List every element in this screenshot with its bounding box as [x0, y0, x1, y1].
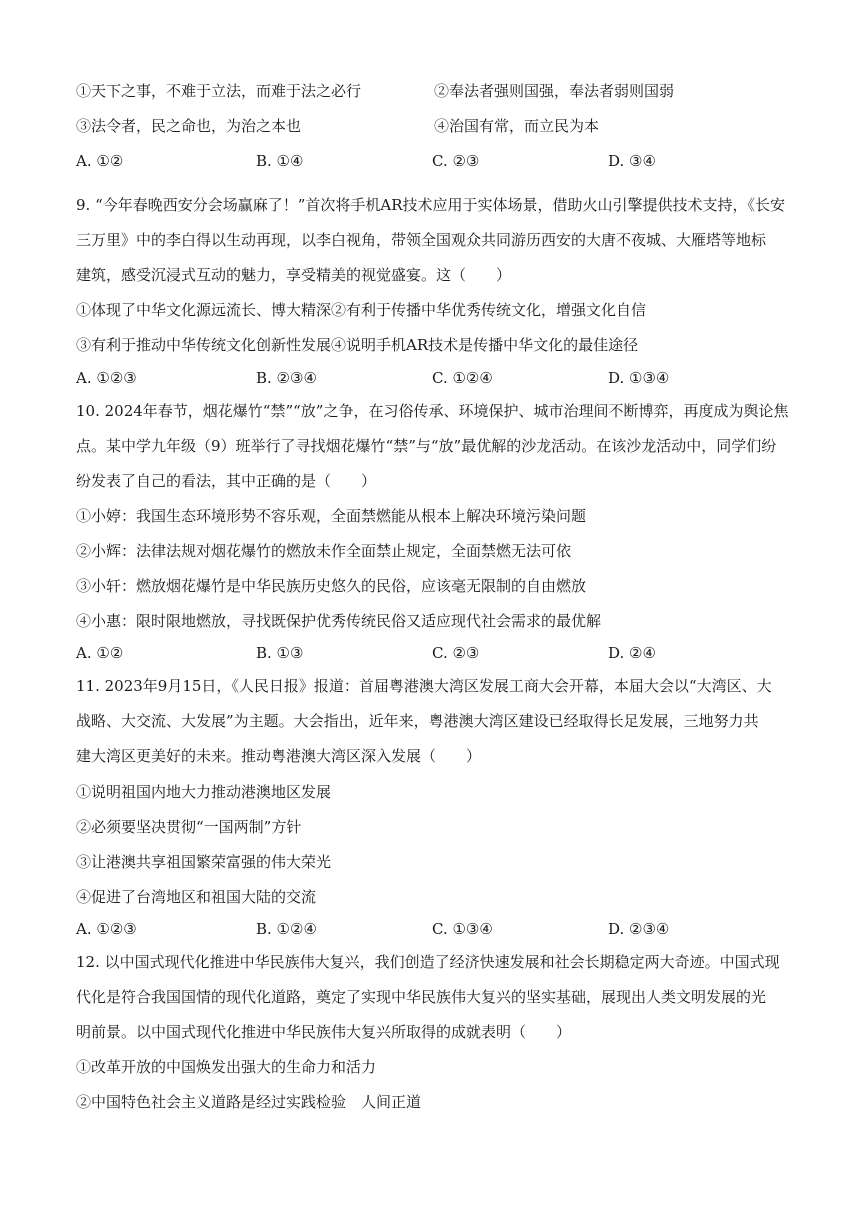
q9-items-line-1: ①体现了中华文化源远流长、博大精深②有利于传播中华优秀传统文化，增强文化自信: [76, 301, 647, 319]
q12-stem-line-2: 代化是符合我国国情的现代化道路，奠定了实现中华民族伟大复兴的坚实基础，展现出人类文明发展的光: [76, 988, 767, 1006]
q12-stem-line-1: 12. 以中国式现代化推进中华民族伟大复兴，我们创造了经济快速发展和社会长期稳定两大奇迹。中国式现: [76, 953, 780, 971]
q8-item-2: ②奉法者强则国强，奉法者弱则国弱: [434, 82, 675, 100]
q9-option-b: B. ②③④: [256, 369, 317, 387]
q10-option-c: C. ②③: [432, 644, 480, 662]
q9-option-d: D. ①③④: [608, 369, 670, 387]
q11-item-4: ④促进了台湾地区和祖国大陆的交流: [76, 888, 317, 906]
q9-option-a: A. ①②③: [76, 369, 137, 387]
q8-item-3: ③法令者，民之命也，为治之本也: [76, 117, 302, 135]
q8-item-4: ④治国有常，而立民为本: [434, 117, 600, 135]
q11-option-c: C. ①③④: [432, 920, 493, 938]
q8-option-c: C. ②③: [432, 152, 480, 170]
q11-option-b: B. ①②④: [256, 920, 317, 938]
q10-stem-line-2: 点。某中学九年级（9）班举行了寻找烟花爆竹“禁”与“放”最优解的沙龙活动。在该沙龙活动中，同学们纷: [76, 437, 777, 455]
q8-item-1: ①天下之事，不难于立法，而难于法之必行: [76, 82, 362, 100]
q10-stem-line-3: 纷发表了自己的看法，其中正确的是（ ）: [76, 472, 377, 490]
q12-item-1: ①改革开放的中国焕发出强大的生命力和活力: [76, 1058, 377, 1076]
q10-item-1: ①小婷：我国生态环境形势不容乐观，全面禁燃能从根本上解决环境污染问题: [76, 507, 587, 525]
q11-item-3: ③让港澳共享祖国繁荣富强的伟大荣光: [76, 853, 332, 871]
q10-item-3: ③小轩：燃放烟花爆竹是中华民族历史悠久的民俗，应该毫无限制的自由燃放: [76, 577, 587, 595]
q11-stem-line-2: 战略、大交流、大发展”为主题。大会指出，近年来，粤港澳大湾区建设已经取得长足发展，三地努力共: [76, 712, 759, 730]
q10-option-d: D. ②④: [608, 644, 656, 662]
q11-option-a: A. ①②③: [76, 920, 137, 938]
q9-stem-line-1: 9. “今年春晚西安分会场赢麻了！”首次将手机AR技术应用于实体场景，借助火山引擎提供技术支持，《长安: [76, 196, 786, 214]
q8-option-d: D. ③④: [608, 152, 656, 170]
q10-item-4: ④小惠：限时限地燃放，寻找既保护优秀传统民俗又适应现代社会需求的最优解: [76, 612, 602, 630]
q11-item-2: ②必须要坚决贯彻“一国两制”方针: [76, 818, 302, 836]
q9-option-c: C. ①②④: [432, 369, 493, 387]
q9-items-line-2: ③有利于推动中华传统文化创新性发展④说明手机AR技术是传播中华文化的最佳途径: [76, 336, 639, 354]
q9-stem-line-3: 建筑，感受沉浸式互动的魅力，享受精美的视觉盛宴。这（ ）: [76, 266, 512, 284]
q10-stem-line-1: 10. 2024年春节，烟花爆竹“禁”“放”之争，在习俗传承、环境保护、城市治理间不断博弈，再度成为舆论焦: [76, 402, 789, 420]
q10-option-a: A. ①②: [76, 644, 124, 662]
q8-option-a: A. ①②: [76, 152, 124, 170]
q11-option-d: D. ②③④: [608, 920, 670, 938]
q12-item-2: ②中国特色社会主义道路是经过实践检验 人间正道: [76, 1093, 422, 1111]
q10-item-2: ②小辉：法律法规对烟花爆竹的燃放未作全面禁止规定，全面禁燃无法可依: [76, 542, 572, 560]
q9-stem-line-2: 三万里》中的李白得以生动再现，以李白视角，带领全国观众共同游历西安的大唐不夜城、大雁塔等地标: [76, 231, 767, 249]
q11-stem-line-3: 建大湾区更美好的未来。推动粤港澳大湾区深入发展（ ）: [76, 747, 482, 765]
q11-item-1: ①说明祖国内地大力推动港澳地区发展: [76, 783, 332, 801]
q11-stem-line-1: 11. 2023年9月15日，《人民日报》报道：首届粤港澳大湾区发展工商大会开幕，本届大会以“大湾区、大: [76, 677, 772, 695]
q10-option-b: B. ①③: [256, 644, 304, 662]
q8-option-b: B. ①④: [256, 152, 304, 170]
q12-stem-line-3: 明前景。以中国式现代化推进中华民族伟大复兴所取得的成就表明（ ）: [76, 1023, 572, 1041]
